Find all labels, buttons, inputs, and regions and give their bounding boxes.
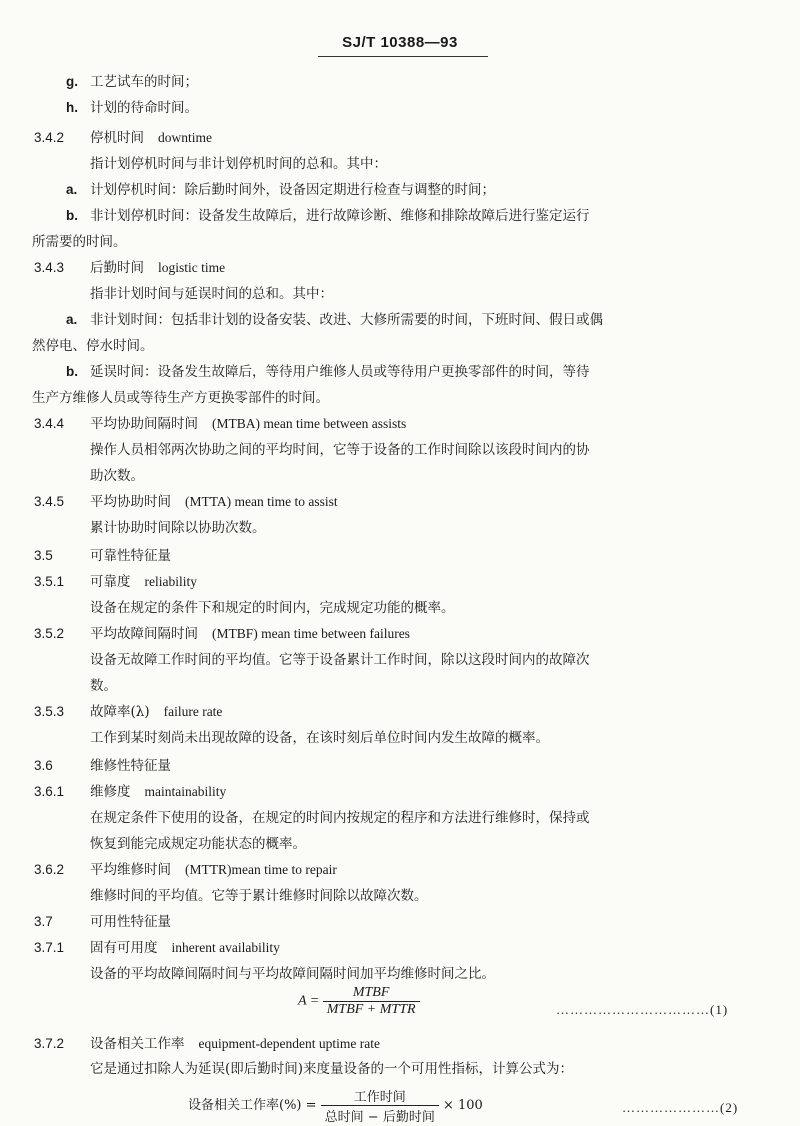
paragraph-line: 设备无故障工作时间的平均值。它等于设备累计工作时间，除以这段时间内的故障次	[90, 652, 590, 668]
paragraph-line: 所需要的时间。	[32, 234, 127, 250]
list-item	[66, 206, 590, 226]
section-term: 维修度	[90, 784, 131, 800]
section-term: 平均维修时间	[90, 862, 171, 878]
section-3-7-2	[34, 1034, 380, 1054]
section-heading	[34, 546, 171, 566]
section-number: 3.5	[34, 548, 53, 563]
section-heading	[34, 756, 171, 776]
section-heading	[34, 492, 338, 512]
paragraph-line: 操作人员相邻两次协助之间的平均时间，它等于设备的工作时间除以该段时间内的协	[90, 442, 590, 458]
section-number: 3.5.1	[34, 574, 65, 589]
section-number: 3.4.5	[34, 494, 65, 509]
paragraph-line: 在规定条件下使用的设备，在规定的时间内按规定的程序和方法进行维修时，保持或	[90, 810, 590, 826]
section-term-en: (MTTA) mean time to assist	[185, 494, 338, 509]
paragraph-line: 工作到某时刻尚未出现故障的设备，在该时刻后单位时间内发生故障的概率。	[90, 730, 549, 746]
section-number: 3.7	[34, 914, 53, 929]
list-item-label: b.	[66, 364, 78, 379]
list-item	[66, 98, 198, 118]
formula-1-lhs: A =	[298, 993, 320, 1009]
section-number: 3.6	[34, 758, 53, 773]
list-item-text: 延误时间：设备发生故障后，等待用户维修人员或等待用户更换零部件的时间，等待	[90, 364, 590, 380]
paragraph-line: 恢复到能完成规定功能状态的概率。	[90, 836, 306, 852]
list-item-text: 非计划时间：包括非计划的设备安装、改进、大修所需要的时间，下班时间、假日或偶	[90, 312, 603, 328]
paragraph-line: 然停电、停水时间。	[32, 338, 154, 354]
section-heading	[34, 572, 197, 592]
list-item	[66, 180, 495, 200]
section-term: 平均协助间隔时间	[90, 416, 198, 432]
list-item	[66, 72, 198, 92]
section-term: 可靠度	[90, 574, 131, 590]
section-term: 设备相关工作率	[90, 1036, 185, 1052]
section-heading	[34, 912, 171, 932]
paragraph-line: 设备在规定的条件下和规定的时间内，完成规定功能的概率。	[90, 600, 455, 616]
header-rule	[318, 56, 488, 57]
section-number: 3.5.2	[34, 626, 65, 641]
list-item	[66, 362, 590, 382]
list-item-label: h.	[66, 100, 78, 115]
section-term-en: (MTBF) mean time between failures	[212, 626, 410, 641]
section-term: 后勤时间	[90, 260, 144, 276]
section-term: 平均协助时间	[90, 494, 171, 510]
paragraph-line: 指非计划时间与延误时间的总和。其中：	[90, 286, 333, 302]
section-term: 维修性特征量	[90, 758, 171, 774]
section-term: 可靠性特征量	[90, 548, 171, 564]
section-heading	[34, 258, 225, 278]
list-item-label: b.	[66, 208, 78, 223]
list-item-label: a.	[66, 182, 78, 197]
section-number: 3.4.2	[34, 130, 65, 145]
section-term-en: inherent availability	[171, 940, 280, 955]
list-item-text: 计划停机时间：除后勤时间外，设备因定期进行检查与调整的时间；	[90, 182, 495, 198]
section-number: 3.7.2	[34, 1036, 65, 1051]
section-heading	[34, 128, 212, 148]
formula-2	[188, 1086, 483, 1125]
section-number: 3.4.3	[34, 260, 65, 275]
formula-2-denominator: 总时间 − 后勤时间	[324, 1110, 435, 1125]
paragraph-line: 数。	[90, 678, 117, 694]
paragraph-line: 维修时间的平均值。它等于累计维修时间除以故障次数。	[90, 888, 428, 904]
section-number: 3.4.4	[34, 416, 65, 431]
section-term-en: logistic time	[158, 260, 226, 275]
list-item-text: 工艺试车的时间；	[90, 74, 198, 90]
section-heading	[34, 624, 410, 644]
section-term: 固有可用度	[90, 940, 158, 956]
list-item-label: a.	[66, 312, 78, 327]
list-item-text: 计划的待命时间。	[90, 100, 198, 116]
list-item	[66, 310, 603, 330]
section-term-en: maintainability	[144, 784, 227, 799]
paragraph-line: 助次数。	[90, 468, 144, 484]
section-term: 平均故障间隔时间	[90, 626, 198, 642]
section-term-en: equipment-dependent uptime rate	[198, 1036, 380, 1051]
section-heading	[34, 860, 337, 880]
formula-1-fraction	[323, 985, 420, 1018]
list-item-text: 非计划停机时间：设备发生故障后，进行故障诊断、维修和排除故障后进行鉴定运行	[90, 208, 590, 224]
paragraph-line: 指计划停机时间与非计划停机时间的总和。其中：	[90, 156, 387, 172]
formula-1	[298, 985, 420, 1018]
section-term-en: failure rate	[163, 704, 223, 719]
formula-2-number: …………………(2)	[622, 1100, 739, 1115]
section-term: 可用性特征量	[90, 914, 171, 930]
paragraph-line: 生产方维修人员或等待生产方更换零部件的时间。	[32, 390, 329, 406]
section-heading	[34, 414, 406, 434]
section-term-en: reliability	[144, 574, 197, 589]
section-heading	[34, 782, 226, 802]
formula-2-fraction	[321, 1086, 439, 1125]
paragraph-line: 设备的平均故障间隔时间与平均故障间隔时间加平均维修时间之比。	[90, 966, 495, 982]
section-term: 故障率(λ)	[90, 704, 150, 720]
section-number: 3.7.1	[34, 940, 65, 955]
formula-2-tail: × 100	[442, 1098, 483, 1113]
section-number: 3.5.3	[34, 704, 65, 719]
paragraph-line: 它是通过扣除人为延误(即后勤时间)来度量设备的一个可用性指标，计算公式为：	[90, 1061, 574, 1077]
section-number: 3.6.2	[34, 862, 65, 877]
formula-1-number: ……………………………(1)	[556, 1002, 729, 1017]
formula-2-lhs: 设备相关工作率(%) =	[188, 1098, 317, 1113]
list-item-label: g.	[66, 74, 78, 89]
formula-1-numerator: MTBF	[323, 985, 420, 1002]
section-term-en: (MTTR)mean time to repair	[185, 862, 337, 877]
section-heading	[34, 702, 222, 722]
section-heading	[34, 938, 280, 958]
section-term: 停机时间	[90, 130, 144, 146]
section-number: 3.6.1	[34, 784, 65, 799]
formula-2-numerator: 工作时间	[321, 1086, 439, 1106]
paragraph-line: 累计协助时间除以协助次数。	[90, 520, 266, 536]
standard-code: SJ/T 10388—93	[342, 34, 458, 51]
formula-1-denominator: MTBF + MTTR	[326, 1002, 416, 1017]
section-term-en: (MTBA) mean time between assists	[212, 416, 407, 431]
section-term-en: downtime	[158, 130, 212, 145]
